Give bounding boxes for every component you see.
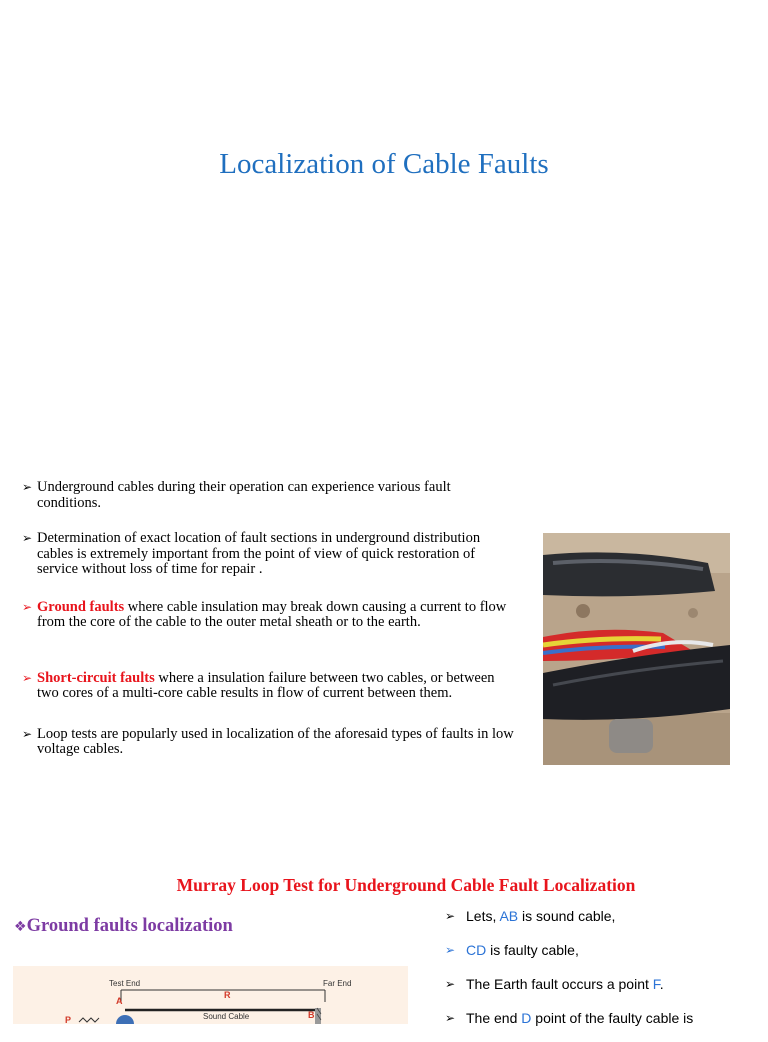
item-post: is sound cable, [518, 908, 616, 924]
item-post: point of the faulty cable is [531, 1010, 694, 1026]
list-item [445, 1008, 745, 1042]
arrow-bullet-icon: ➢ [445, 1011, 456, 1025]
bullet-text: Loop tests are popularly used in localization of the aforesaid types of faults in low voltage cables. [37, 725, 514, 757]
bullet-item [22, 480, 517, 511]
item-highlight: F [652, 976, 660, 992]
arrow-bullet-icon: ➢ [22, 726, 33, 741]
diamond-bullet-icon: ❖ [14, 919, 27, 935]
b-label: B [308, 1010, 315, 1020]
bullet-lead: Ground faults [37, 598, 125, 615]
cable-photo [543, 533, 730, 765]
arrow-bullet-icon: ➢ [22, 531, 33, 545]
bullet-text: where cable insulation may break down causing a current to flow from the core of the cable to the outer metal sheath or to the earth. [37, 598, 507, 630]
a-label: A [116, 996, 123, 1006]
murray-loop-diagram-svg [13, 966, 408, 1024]
section-subheading [14, 916, 233, 937]
item-pre: The Earth fault occurs a point [466, 976, 653, 992]
item-post: is faulty cable, [486, 942, 579, 958]
arrow-bullet-icon: ➢ [22, 670, 33, 685]
page-title: Localization of Cable Faults [219, 148, 549, 180]
item-highlight: CD [466, 942, 487, 958]
item-pre: The end [466, 1010, 522, 1026]
murray-loop-diagram [13, 966, 408, 1024]
arrow-bullet-icon: ➢ [445, 977, 456, 991]
r-label: R [224, 990, 231, 1000]
bullet-item [22, 671, 517, 702]
bullet-list [22, 480, 517, 758]
subheading-text: Ground faults localization [26, 916, 233, 936]
far-end-label: Far End [323, 979, 352, 988]
bullet-text: where a insulation failure between two cables, or between two cores of a multi-core cable results in flow of current between them. [37, 669, 495, 701]
item-pre: Lets, [466, 908, 500, 924]
section-heading: Murray Loop Test for Underground Cable Fault Localization [176, 875, 636, 895]
cable-photo-image [543, 533, 730, 765]
bullet-text: Underground cables during their operation can experience various fault conditions. [37, 479, 451, 511]
bullet-item [22, 531, 517, 578]
list-item [445, 906, 745, 940]
arrow-bullet-icon: ➢ [445, 909, 456, 923]
bullet-text: Determination of exact location of fault sections in underground distribution cables is extremely important from the point of view of quick restoration of service without loss of time for repair . [37, 530, 481, 577]
list-item [445, 940, 745, 974]
sound-cable-label: Sound Cable [203, 1012, 250, 1021]
bullet-item [22, 600, 517, 631]
p-label: P [65, 1015, 72, 1024]
arrow-bullet-icon: ➢ [445, 943, 456, 957]
arrow-bullet-icon: ➢ [22, 599, 33, 614]
bullet-lead: Short-circuit faults [37, 669, 155, 686]
item-highlight: AB [499, 908, 519, 924]
item-highlight: D [521, 1010, 532, 1026]
arrow-bullet-icon: ➢ [22, 480, 33, 494]
item-post: . [659, 976, 664, 992]
bullet-item [22, 727, 517, 758]
test-end-label: Test End [109, 979, 141, 988]
list-item [445, 974, 745, 1008]
right-bullet-list [445, 906, 745, 1042]
